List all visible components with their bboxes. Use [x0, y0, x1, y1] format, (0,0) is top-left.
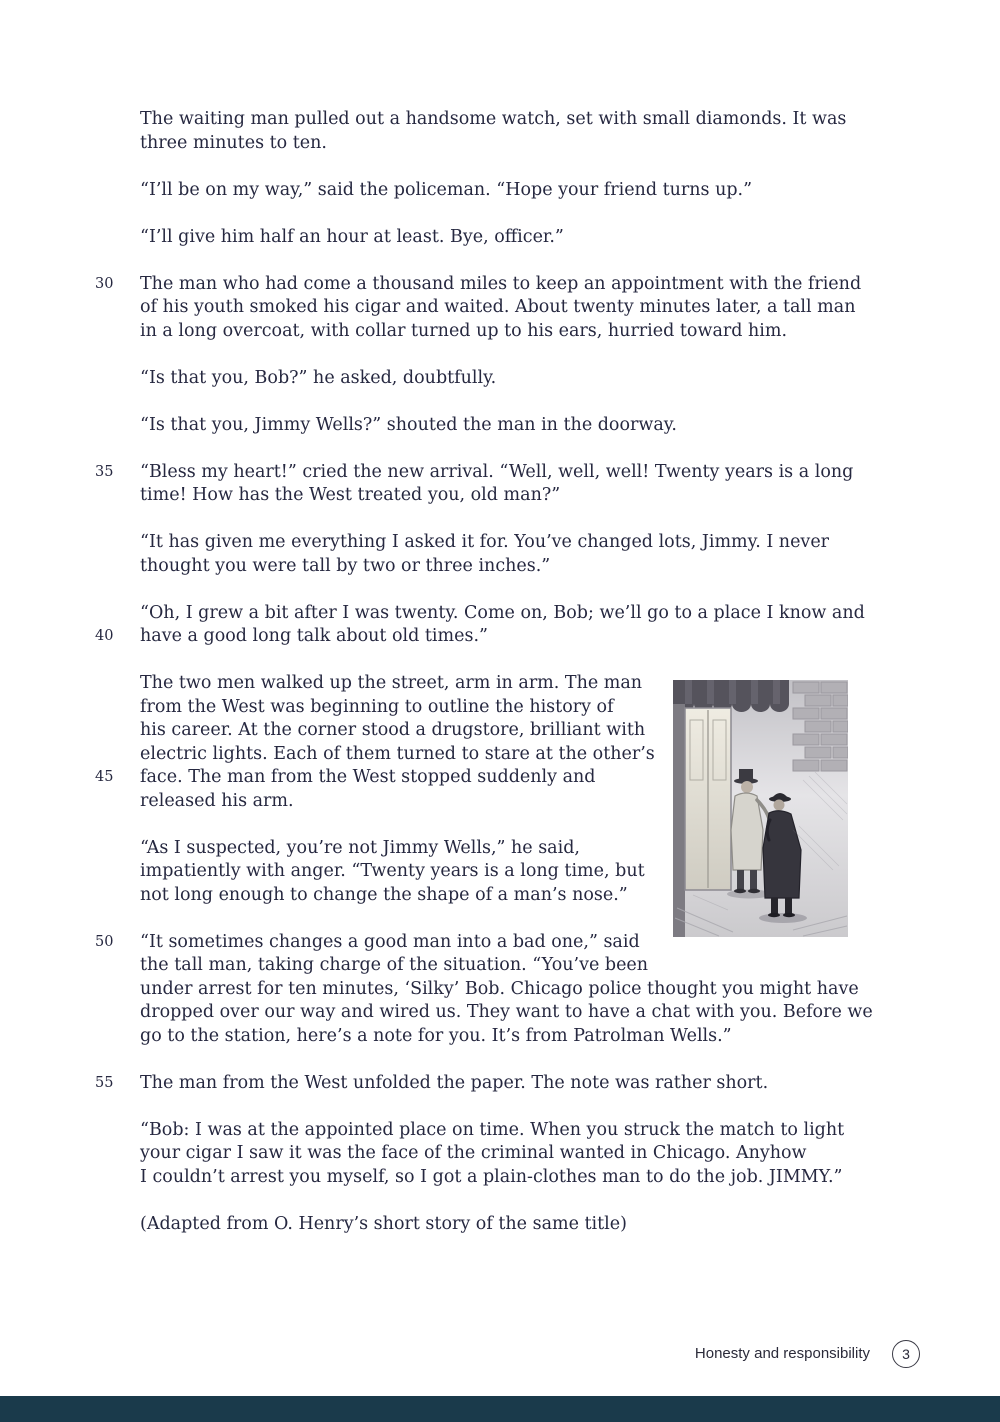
line-number [95, 1001, 125, 1025]
passage-line-row [95, 484, 865, 508]
passage-line: The waiting man pulled out a handsome watch, set with small diamonds. It was [140, 109, 847, 129]
line-number [95, 1025, 125, 1049]
line-number: 50 [95, 933, 114, 950]
line-number [95, 860, 125, 884]
passage-line: “Bob: I was at the appointed place on time. When you struck the match to light [140, 1119, 845, 1140]
bottom-bar [0, 1396, 1000, 1422]
passage-line-row [95, 1119, 865, 1143]
paragraph [95, 1213, 865, 1237]
paragraph [95, 226, 865, 250]
passage-line: have a good long talk about old times.” [140, 626, 488, 646]
line-number [95, 179, 125, 203]
passage-line: “Bless my heart!” cried the new arrival. “Well, well, well! Twenty years is a long [140, 461, 854, 482]
line-number [95, 108, 125, 132]
line-number [95, 531, 125, 555]
passage-line: The man from the West unfolded the paper. The note was rather short. [140, 1072, 769, 1093]
passage-line: from the West was beginning to outline the history of [140, 696, 614, 717]
passage-line: “As I suspected, you’re not Jimmy Wells,” he said, [140, 837, 580, 858]
passage-line-row [95, 461, 865, 485]
passage-line-row [95, 978, 865, 1002]
page-number: 3 [902, 1346, 910, 1362]
paragraph [95, 931, 873, 1049]
footer [0, 1340, 1000, 1368]
passage-line: the tall man, taking charge of the situation. “You’ve been [140, 955, 649, 975]
footer-section-label: Honesty and responsibility [694, 1345, 870, 1362]
passage-line: released his arm. [140, 790, 294, 811]
passage-line: I couldn’t arrest you myself, so I got a plain-clothes man to do the job. JIMMY.” [140, 1166, 843, 1187]
paragraph [95, 531, 865, 578]
passage-line: “Is that you, Jimmy Wells?” shouted the man in the doorway. [140, 414, 677, 435]
line-number: 55 [95, 1074, 114, 1091]
paragraph [95, 414, 865, 438]
line-number [95, 1213, 125, 1237]
passage-line: of his youth smoked his cigar and waited. About twenty minutes later, a tall man [140, 297, 856, 317]
passage-line: “Is that you, Bob?” he asked, doubtfully. [140, 367, 497, 388]
paragraph [95, 461, 865, 508]
passage-line: dropped over our way and wired us. They want to have a chat with you. Before we [140, 1002, 873, 1022]
passage-line: in a long overcoat, with collar turned up to his ears, hurried toward him. [140, 320, 788, 341]
passage-line-row [95, 132, 865, 156]
passage-line-row [95, 602, 865, 626]
line-number [95, 484, 125, 508]
line-number [95, 367, 125, 391]
line-number: 30 [95, 275, 114, 292]
passage-line-row [95, 1142, 865, 1166]
line-number [95, 1119, 125, 1143]
passage-line: three minutes to ten. [140, 132, 327, 153]
footer-page-badge [892, 1340, 920, 1368]
line-number [95, 296, 125, 320]
passage-line: The two men walked up the street, arm in arm. The man [140, 673, 643, 693]
street-scene-illustration [673, 680, 848, 937]
line-number [95, 1166, 125, 1190]
line-number [95, 555, 125, 579]
passage-line-row [95, 625, 865, 649]
line-number [95, 719, 125, 743]
passage-line: under arrest for ten minutes, ‘Silky’ Bob. Chicago police thought you might have [140, 978, 859, 999]
line-number: 40 [95, 628, 114, 644]
paragraph [95, 273, 865, 344]
passage-line: “I’ll be on my way,” said the policeman. “Hope your friend turns up.” [140, 179, 753, 200]
passage-line-row [95, 414, 865, 438]
passage-line: The man who had come a thousand miles to keep an appointment with the friend [140, 273, 862, 294]
line-number [95, 696, 125, 720]
passage-line-row [95, 1072, 865, 1096]
line-number [95, 790, 125, 814]
paragraph [95, 1072, 865, 1096]
passage-line: impatiently with anger. “Twenty years is a long time, but [140, 861, 645, 881]
line-number: 45 [95, 769, 114, 785]
passage-line: face. The man from the West stopped suddenly and [140, 767, 596, 787]
passage-line-row [95, 179, 865, 203]
passage-line-row [95, 1025, 865, 1049]
line-number [95, 837, 125, 861]
passage-line-row [95, 226, 865, 250]
line-number [95, 954, 125, 978]
passage-line: “I’ll give him half an hour at least. Bye, officer.” [140, 226, 564, 247]
paragraph [95, 179, 865, 203]
line-number [95, 602, 125, 626]
passage-line-row [95, 273, 865, 297]
passage-line: his career. At the corner stood a drugstore, brilliant with [140, 720, 646, 740]
line-number [95, 226, 125, 250]
line-number [95, 414, 125, 438]
passage-line-row [95, 296, 865, 320]
line-number [95, 320, 125, 344]
paragraph [95, 367, 865, 391]
paragraph [95, 1119, 865, 1190]
passage-line-row [95, 108, 865, 132]
passage-line: time! How has the West treated you, old man?” [140, 485, 561, 505]
passage-line-row [95, 1166, 865, 1190]
line-number [95, 132, 125, 156]
passage-line-row [95, 367, 865, 391]
passage-line: (Adapted from O. Henry’s short story of the same title) [140, 1213, 627, 1234]
passage-line: “It has given me everything I asked it for. You’ve changed lots, Jimmy. I never [140, 532, 830, 552]
passage-line: not long enough to change the shape of a man’s nose.” [140, 884, 628, 905]
passage-line: your cigar I saw it was the face of the criminal wanted in Chicago. Anyhow [140, 1143, 807, 1163]
passage-line-row [95, 1213, 865, 1237]
passage-line: electric lights. Each of them turned to stare at the other’s [140, 743, 655, 764]
passage-line: “Oh, I grew a bit after I was twenty. Come on, Bob; we’ll go to a place I know and [140, 602, 865, 623]
passage-line: “It sometimes changes a good man into a bad one,” said [140, 931, 640, 952]
passage-line: go to the station, here’s a note for you. It’s from Patrolman Wells.” [140, 1025, 732, 1046]
paragraph [95, 108, 865, 155]
line-number: 35 [95, 463, 114, 480]
passage-line-row [95, 555, 865, 579]
passage-line-row [95, 320, 865, 344]
passage-line-row [95, 531, 865, 555]
passage-line: thought you were tall by two or three inches.” [140, 555, 551, 576]
line-number [95, 978, 125, 1002]
passage-line-row [95, 954, 865, 978]
line-number [95, 1142, 125, 1166]
line-number [95, 672, 125, 696]
line-number [95, 884, 125, 908]
passage-line-row [95, 1001, 873, 1025]
paragraph [95, 602, 865, 649]
line-number [95, 743, 125, 767]
